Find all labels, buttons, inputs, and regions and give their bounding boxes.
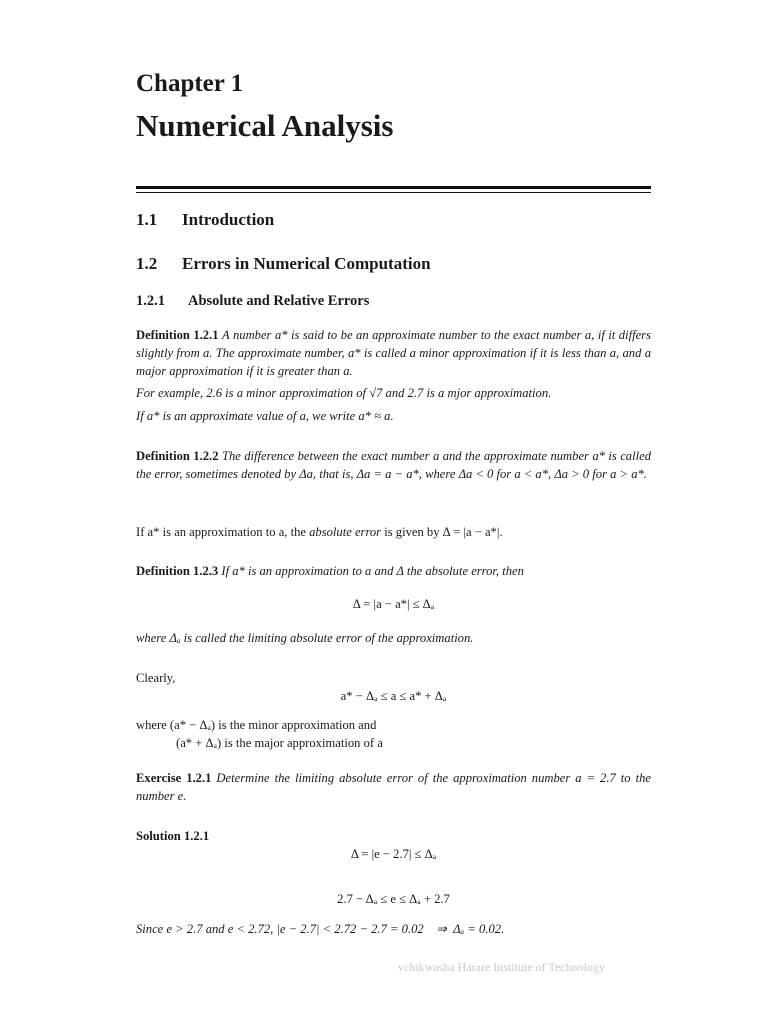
where-line-2: (a* + Δₐ) is the major approximation of a (176, 736, 383, 750)
solution-conclusion: Since e > 2.7 and e < 2.72, |e − 2.7| < 2.72 − 2.7 = 0.02 ⇒ Δₐ = 0.02. (136, 922, 505, 936)
solution-label: Solution 1.2.1 (136, 829, 210, 843)
statement-prefix: If a* is an approximation to a, the (136, 525, 310, 539)
exercise-body: Determine the limiting absolute error of the approximation number a = 2.7 to the number e. (136, 771, 651, 803)
subsection-title: Absolute and Relative Errors (188, 293, 370, 309)
equation-bounds: a* − Δₐ ≤ a ≤ a* + Δₐ (340, 689, 447, 703)
chapter-title: Numerical Analysis (136, 108, 394, 143)
where-line-1: where (a* − Δₐ) is the minor approximation and (136, 718, 377, 732)
definition-1-example: For example, 2.6 is a minor approximation of √7 and 2.7 is a mjor approximation. (136, 386, 552, 400)
statement-term: absolute error (309, 525, 382, 539)
definition-heading: Definition 1.2.2 (136, 449, 219, 463)
exercise-1 (136, 769, 651, 805)
statement-suffix: is given by Δ = |a − a*|. (381, 525, 503, 539)
section-title: Introduction (182, 210, 275, 229)
exercise-heading: Exercise 1.2.1 (136, 771, 212, 785)
subsection-heading (136, 293, 369, 310)
definition-body: The difference between the exact number a and the approximate number a* is called the error, sometimes denoted by Δa, that is, Δa = a − a*, where Δa < 0 for a < a*, Δa > 0 for a > a*. (136, 449, 651, 481)
subsection-number: 1.2.1 (136, 293, 165, 309)
definition-body: A number a* is said to be an approximate number to the exact number a, if it differs slightly from a. The approximate number, a* is called a minor approximation if it is less than a, and a major approximation if it is greater than a. (136, 328, 651, 378)
chapter-label: Chapter 1 (136, 70, 244, 97)
definition-heading: Definition 1.2.1 (136, 328, 219, 342)
section-number: 1.2 (136, 254, 158, 273)
equation-absolute-error: Δ = |a − a*| ≤ Δₐ (352, 597, 435, 611)
definition-2 (136, 447, 651, 483)
chapter-rule-thick (136, 186, 651, 189)
solution-equation-1: Δ = |e − 2.7| ≤ Δₐ (350, 847, 437, 861)
definition-heading: Definition 1.2.3 (136, 564, 219, 578)
solution-heading (136, 827, 651, 845)
section-heading-introduction (136, 210, 274, 230)
definition-3 (136, 562, 651, 580)
section-heading-errors (136, 254, 431, 274)
section-title: Errors in Numerical Computation (182, 254, 431, 273)
absolute-error-statement (136, 523, 651, 541)
watermark-text: vchikwasha Harare Institute of Technology (398, 960, 605, 974)
chapter-rule-thin (136, 192, 651, 193)
definition-1-notation: If a* is an approximate value of a, we write a* ≈ a. (136, 409, 394, 423)
section-number: 1.1 (136, 210, 158, 229)
definition-body: If a* is an approximation to a and Δ the absolute error, then (221, 564, 524, 578)
clearly-word: Clearly, (136, 671, 176, 685)
solution-equation-2: 2.7 − Δₐ ≤ e ≤ Δₐ + 2.7 (337, 892, 450, 906)
definition-1 (136, 326, 651, 380)
definition-3-after: where Δₐ is called the limiting absolute error of the approximation. (136, 631, 474, 645)
